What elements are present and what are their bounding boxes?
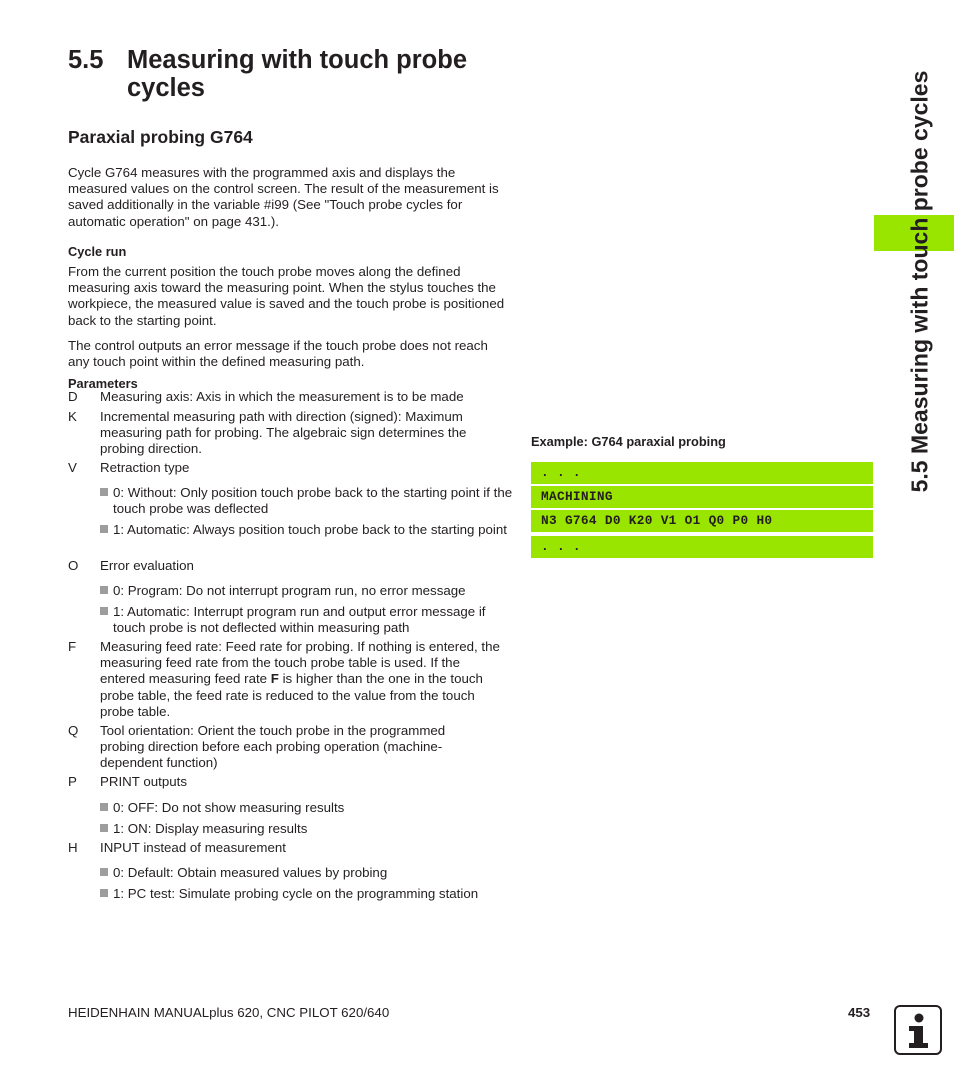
param-text-k: Incremental measuring path with direction (signed): Maximum measuring path for probing. The algebraic sign determines the probing direction. [100, 409, 467, 457]
option-text: 0: Without: Only position touch probe back to the starting point if the touch probe was deflected [113, 485, 513, 517]
param-letter-f: F [68, 639, 77, 654]
option-text: 1: PC test: Simulate probing cycle on the programming station [113, 886, 479, 901]
param-letter-v: V [68, 460, 77, 475]
param-p-option-0 [100, 800, 512, 816]
param-f-text-a: Measuring feed rate: Feed rate for probing. If nothing is entered, the measuring feed rate from the touch probe table is used. If the entered measuring feed rate [100, 639, 500, 687]
intro-paragraph: Cycle G764 measures with the programmed axis and displays the measured values on the control screen. The result of the measurement is saved additionally in the variable #i99 (See "Touch probe cycles for automatic operation" on page 431.). [68, 165, 499, 229]
option-text: 1: ON: Display measuring results [113, 821, 308, 836]
param-f-symbol: F [270, 671, 279, 687]
param-text-f [100, 639, 506, 720]
param-text-d: Measuring axis: Axis in which the measurement is to be made [100, 389, 464, 404]
bullet-square-icon [100, 803, 108, 811]
param-o-option-0 [100, 583, 512, 599]
bullet-square-icon [100, 607, 108, 615]
param-text-o: Error evaluation [100, 558, 194, 573]
footer-text: HEIDENHAIN MANUALplus 620, CNC PILOT 620/640 [68, 1005, 390, 1020]
param-h-option-0 [100, 865, 512, 881]
bullet-square-icon [100, 586, 108, 594]
page-number: 453 [848, 1005, 871, 1020]
param-letter-p: P [68, 774, 77, 789]
param-p-option-1 [100, 821, 512, 837]
section-title: Measuring with touch probe cycles [127, 46, 468, 102]
option-text: 1: Automatic: Interrupt program run and output error message if touch probe is not deflected within measuring path [113, 604, 486, 636]
param-letter-o: O [68, 558, 79, 573]
bullet-square-icon [100, 488, 108, 496]
param-letter-k: K [68, 409, 77, 424]
code-line-text: . . . [541, 465, 581, 480]
option-text: 0: Default: Obtain measured values by probing [113, 865, 388, 880]
cycle-run-paragraph-1: From the current position the touch probe moves along the defined measuring axis toward the measuring point. When the stylus touches the workpiece, the measured value is saved and the touch probe is positioned back to the starting point. [68, 264, 505, 328]
bullet-square-icon [100, 525, 108, 533]
code-line-text: MACHINING [541, 489, 613, 504]
code-line [531, 536, 873, 558]
cycle-run-paragraph-2: The control outputs an error message if the touch probe does not reach any touch point within the defined measuring path. [68, 338, 488, 370]
code-line [531, 510, 873, 532]
cycle-run-heading: Cycle run [68, 244, 127, 259]
param-letter-q: Q [68, 723, 79, 738]
param-h-option-1 [100, 886, 512, 902]
side-title [895, 36, 945, 526]
param-v-option-0 [100, 485, 513, 517]
code-line [531, 486, 873, 508]
option-text: 0: Program: Do not interrupt program run, no error message [113, 583, 466, 598]
param-letter-d: D [68, 389, 78, 404]
param-v-option-1 [100, 522, 512, 538]
subsection-title: Paraxial probing G764 [68, 127, 253, 147]
param-text-h: INPUT instead of measurement [100, 840, 286, 855]
bullet-square-icon [100, 889, 108, 897]
parameters-heading: Parameters [68, 376, 138, 391]
param-text-v: Retraction type [100, 460, 190, 475]
bullet-square-icon [100, 868, 108, 876]
code-line-text: . . . [541, 539, 581, 554]
code-line [531, 462, 873, 484]
param-o-option-1 [100, 604, 512, 636]
param-letter-h: H [68, 840, 78, 855]
param-text-q: Tool orientation: Orient the touch probe in the programmed probing direction before each probing operation (machine-dependent function) [100, 723, 446, 771]
option-text: 1: Automatic: Always position touch probe back to the starting point [113, 522, 507, 537]
bullet-square-icon [100, 824, 108, 832]
param-text-p: PRINT outputs [100, 774, 187, 789]
side-title-text: 5.5 Measuring with touch probe cycles [906, 70, 933, 492]
example-title: Example: G764 paraxial probing [531, 434, 726, 449]
section-number: 5.5 [68, 46, 104, 74]
option-text: 0: OFF: Do not show measuring results [113, 800, 345, 815]
code-line-text: N3 G764 D0 K20 V1 O1 Q0 P0 H0 [541, 513, 773, 528]
param-f-text-b: is higher than the one in the touch probe table, the feed rate is reduced to the value from the touch probe table. [100, 671, 483, 719]
info-icon [894, 1005, 942, 1055]
